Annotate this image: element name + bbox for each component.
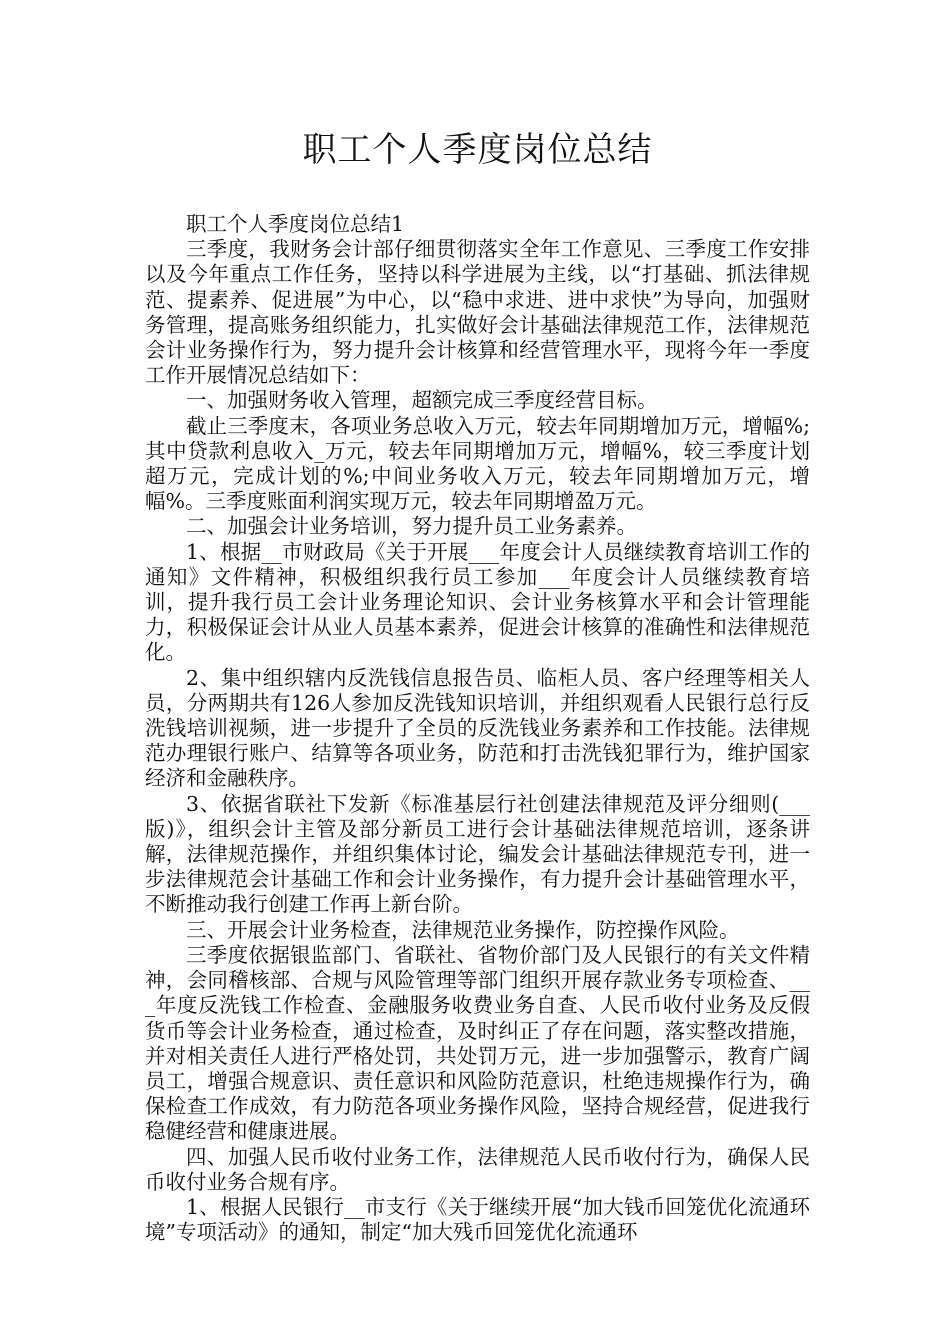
- paragraph-revenue: 截止三季度末，各项业务总收入万元，较去年同期增加万元，增幅%;其中贷款利息收入_万元，较去年同期增加万元，增幅%，较三季度计划超万元，完成计划的%;中间业务收入万元，较去年同期增加万元，增幅%。三季度账面利润实现万元，较去年同期增盈万元。: [145, 413, 810, 514]
- document-body: [145, 212, 810, 1245]
- paragraph-currency-1: 1、根据人民银行__市支行《关于继续开展“加大钱币回笼优化流通环境”专项活动》的通知，制定“加大残币回笼优化流通环: [145, 1194, 810, 1245]
- document-title: 职工个人季度岗位总结: [302, 130, 653, 170]
- paragraph-intro: 三季度，我财务会计部仔细贯彻落实全年工作意见、三季度工作安排以及今年重点工作任务，坚持以科学进展为主线，以“打基础、抓法律规范、提素养、促进展”为中心，以“稳中求进、进中求快”为导向，加强财务管理，提高账务组织能力，扎实做好会计基础法律规范工作，法律规范会计业务操作行为，努力提升会计核算和经营管理水平，现将今年一季度工作开展情况总结如下：: [145, 237, 810, 388]
- section-heading-2: 二、加强会计业务培训，努力提升员工业务素养。: [186, 514, 637, 539]
- paragraph-training-3: 3、依据省联社下发新《标准基层行社创建法律规范及评分细则(___版)》，组织会计主管及部分新员工进行会计基础法律规范培训，逐条讲解，法律规范操作，并组织集体讨论，编发会计基础法律规范专刊，进一步法律规范会计基础工作和会计业务操作，有力提升会计基础管理水平，不断推动我行创建工作再上新台阶。: [145, 791, 810, 917]
- section-heading-3: 三、开展会计业务检查，法律规范业务操作，防控操作风险。: [186, 917, 740, 942]
- paragraph-training-2: 2、集中组织辖内反洗钱信息报告员、临柜人员、客户经理等相关人员，分两期共有126人参加反洗钱知识培训，并组织观看人民银行总行反洗钱培训视频，进一步提升了全员的反洗钱业务素养和工作技能。法律规范办理银行账户、结算等各项业务，防范和打击洗钱犯罪行为，维护国家经济和金融秩序。: [145, 665, 810, 791]
- section-heading-1: 一、加强财务收入管理，超额完成三季度经营目标。: [186, 388, 658, 413]
- paragraph-training-1: 1、根据__市财政局《关于开展___年度会计人员继续教育培训工作的通知》文件精神，积极组织我行员工参加___年度会计人员继续教育培训，提升我行员工会计业务理论知识、会计业务核算水平和会计管理能力，积极保证会计从业人员基本素养，促进会计核算的准确性和法律规范化。: [145, 539, 810, 665]
- paragraph-subtitle: 职工个人季度岗位总结1: [186, 212, 405, 236]
- paragraph-inspection: 三季度依据银监部门、省联社、省物价部门及人民银行的有关文件精神，会同稽核部、合规与风险管理等部门组织开展存款业务专项检查、___年度反洗钱工作检查、金融服务收费业务自查、人民币收付业务及反假货币等会计业务检查，通过检查，及时纠正了存在问题，落实整改措施，并对相关责任人进行严格处罚，共处罚万元，进一步加强警示，教育广阔员工，增强合规意识、责任意识和风险防范意识，杜绝违规操作行为，确保检查工作成效，有力防范各项业务操作风险，坚持合规经营，促进我行稳健经营和健康进展。: [145, 942, 810, 1144]
- section-heading-4: 四、加强人民币收付业务工作，法律规范人民币收付行为，确保人民币收付业务合规有序。: [145, 1144, 810, 1194]
